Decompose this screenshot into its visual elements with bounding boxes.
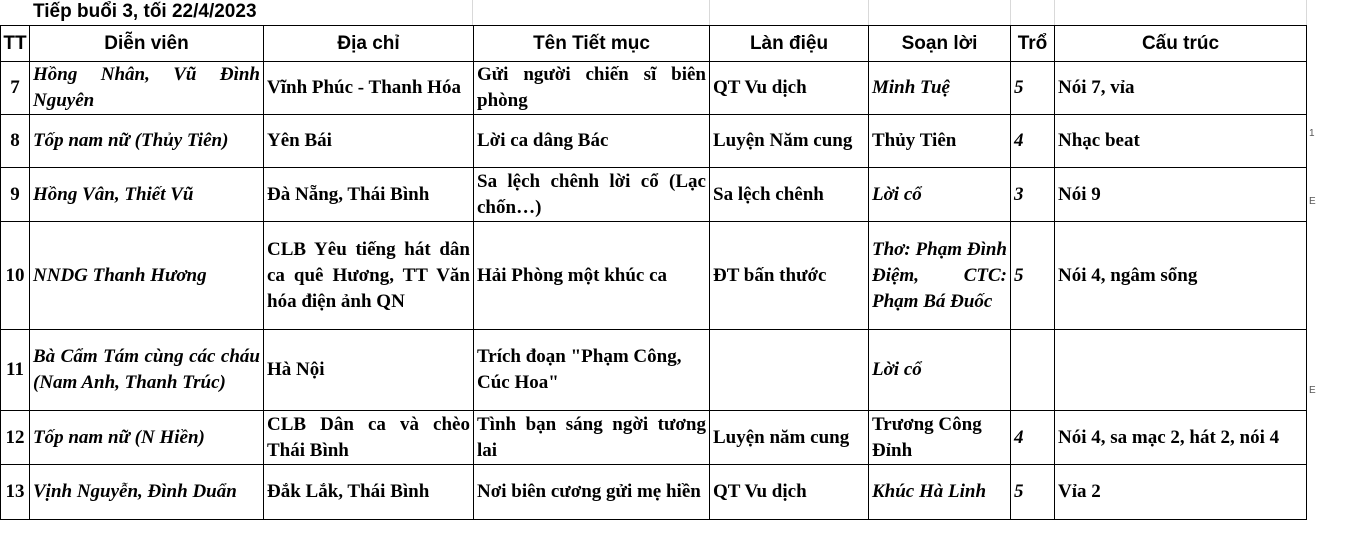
gridline xyxy=(709,0,710,25)
cell-tt[interactable]: 12 xyxy=(1,411,30,465)
cell-lan-dieu[interactable]: QT Vu dịch xyxy=(710,465,869,520)
gridline xyxy=(1054,0,1055,25)
cell-dien-vien[interactable]: Vịnh Nguyễn, Đình Duẩn xyxy=(30,465,264,520)
cell-tro[interactable]: 5 xyxy=(1011,222,1055,330)
cell-tt[interactable]: 8 xyxy=(1,115,30,168)
gridline xyxy=(868,0,869,25)
cell-tt[interactable]: 10 xyxy=(1,222,30,330)
table-row xyxy=(1,62,1307,115)
table-row xyxy=(1,222,1307,330)
gridline xyxy=(472,0,473,25)
table-row xyxy=(1,465,1307,520)
overflow-mark: 1 xyxy=(1309,128,1315,139)
cell-soan-loi[interactable]: Khúc Hà Linh xyxy=(869,465,1011,520)
title-row xyxy=(0,0,1306,26)
cell-dia-chi[interactable]: Yên Bái xyxy=(264,115,474,168)
table-row xyxy=(1,411,1307,465)
cell-ten-tiet-muc[interactable]: Hải Phòng một khúc ca xyxy=(474,222,710,330)
cell-dia-chi[interactable]: CLB Dân ca và chèo Thái Bình xyxy=(264,411,474,465)
cell-dia-chi[interactable]: Đà Nẵng, Thái Bình xyxy=(264,168,474,222)
header-tt[interactable]: TT xyxy=(1,26,30,62)
overflow-mark: E xyxy=(1309,385,1316,396)
table-row xyxy=(1,168,1307,222)
cell-dia-chi[interactable]: Đắk Lắk, Thái Bình xyxy=(264,465,474,520)
cell-soan-loi[interactable]: Minh Tuệ xyxy=(869,62,1011,115)
cell-dia-chi[interactable]: CLB Yêu tiếng hát dân ca quê Hương, TT Văn hóa điện ảnh QN xyxy=(264,222,474,330)
cell-soan-loi[interactable]: Lời cổ xyxy=(869,168,1011,222)
cell-cau-truc[interactable]: Nói 7, vỉa xyxy=(1055,62,1307,115)
table-row xyxy=(1,115,1307,168)
cell-cau-truc[interactable]: Vỉa 2 xyxy=(1055,465,1307,520)
cell-cau-truc[interactable]: Nhạc beat xyxy=(1055,115,1307,168)
cell-tro[interactable]: 4 xyxy=(1011,411,1055,465)
cell-ten-tiet-muc[interactable]: Lời ca dâng Bác xyxy=(474,115,710,168)
overflow-mark: E xyxy=(1309,196,1316,207)
cell-dien-vien[interactable]: Tốp nam nữ (N Hiền) xyxy=(30,411,264,465)
cell-tro[interactable]: 5 xyxy=(1011,465,1055,520)
cell-dien-vien[interactable]: Tốp nam nữ (Thủy Tiên) xyxy=(30,115,264,168)
cell-dien-vien[interactable]: NNDG Thanh Hương xyxy=(30,222,264,330)
cell-lan-dieu[interactable]: QT Vu dịch xyxy=(710,62,869,115)
cell-tt[interactable]: 9 xyxy=(1,168,30,222)
header-tro[interactable]: Trổ xyxy=(1011,26,1055,62)
cell-cau-truc[interactable]: Nói 9 xyxy=(1055,168,1307,222)
cell-dien-vien[interactable]: Hồng Nhân, Vũ Đình Nguyên xyxy=(30,62,264,115)
cell-lan-dieu[interactable]: Luyện Năm cung xyxy=(710,115,869,168)
cell-ten-tiet-muc[interactable]: Tình bạn sáng ngời tương lai xyxy=(474,411,710,465)
header-lan-dieu[interactable]: Làn điệu xyxy=(710,26,869,62)
header-ten-tiet-muc[interactable]: Tên Tiết mục xyxy=(474,26,710,62)
cell-soan-loi[interactable]: Thơ: Phạm Đình Điệm, CTC: Phạm Bá Đuốc xyxy=(869,222,1011,330)
cell-soan-loi[interactable]: Thủy Tiên xyxy=(869,115,1011,168)
cell-ten-tiet-muc[interactable]: Sa lệch chênh lời cổ (Lạc chốn…) xyxy=(474,168,710,222)
cell-dien-vien[interactable]: Bà Cẩm Tám cùng các cháu (Nam Anh, Thanh Trúc) xyxy=(30,330,264,411)
sheet-title[interactable]: Tiếp buổi 3, tối 22/4/2023 xyxy=(33,1,257,22)
program-table xyxy=(0,25,1307,520)
cell-ten-tiet-muc[interactable]: Trích đoạn "Phạm Công, Cúc Hoa" xyxy=(474,330,710,411)
header-row xyxy=(1,26,1307,62)
cell-dia-chi[interactable]: Vĩnh Phúc - Thanh Hóa xyxy=(264,62,474,115)
cell-cau-truc[interactable]: Nói 4, ngâm sổng xyxy=(1055,222,1307,330)
header-dien-vien[interactable]: Diễn viên xyxy=(30,26,264,62)
cell-lan-dieu[interactable]: ĐT bấn thước xyxy=(710,222,869,330)
cell-dia-chi[interactable]: Hà Nội xyxy=(264,330,474,411)
header-soan-loi[interactable]: Soạn lời xyxy=(869,26,1011,62)
cell-tt[interactable]: 7 xyxy=(1,62,30,115)
cell-soan-loi[interactable]: Trương Công Đỉnh xyxy=(869,411,1011,465)
gridline xyxy=(1306,0,1307,25)
cell-tro[interactable]: 5 xyxy=(1011,62,1055,115)
cell-tro[interactable]: 3 xyxy=(1011,168,1055,222)
gridline xyxy=(1010,0,1011,25)
header-dia-chi[interactable]: Địa chỉ xyxy=(264,26,474,62)
cell-lan-dieu[interactable] xyxy=(710,330,869,411)
cell-tt[interactable]: 11 xyxy=(1,330,30,411)
cell-cau-truc[interactable]: Nói 4, sa mạc 2, hát 2, nói 4 xyxy=(1055,411,1307,465)
table-row xyxy=(1,330,1307,411)
cell-lan-dieu[interactable]: Sa lệch chênh xyxy=(710,168,869,222)
cell-tt[interactable]: 13 xyxy=(1,465,30,520)
cell-tro[interactable]: 4 xyxy=(1011,115,1055,168)
header-cau-truc[interactable]: Cấu trúc xyxy=(1055,26,1307,62)
cell-cau-truc[interactable] xyxy=(1055,330,1307,411)
cell-soan-loi[interactable]: Lời cổ xyxy=(869,330,1011,411)
cell-ten-tiet-muc[interactable]: Gửi người chiến sĩ biên phòng xyxy=(474,62,710,115)
cell-lan-dieu[interactable]: Luyện năm cung xyxy=(710,411,869,465)
cell-tro[interactable] xyxy=(1011,330,1055,411)
cell-dien-vien[interactable]: Hồng Vân, Thiết Vũ xyxy=(30,168,264,222)
cell-ten-tiet-muc[interactable]: Nơi biên cương gửi mẹ hiền xyxy=(474,465,710,520)
